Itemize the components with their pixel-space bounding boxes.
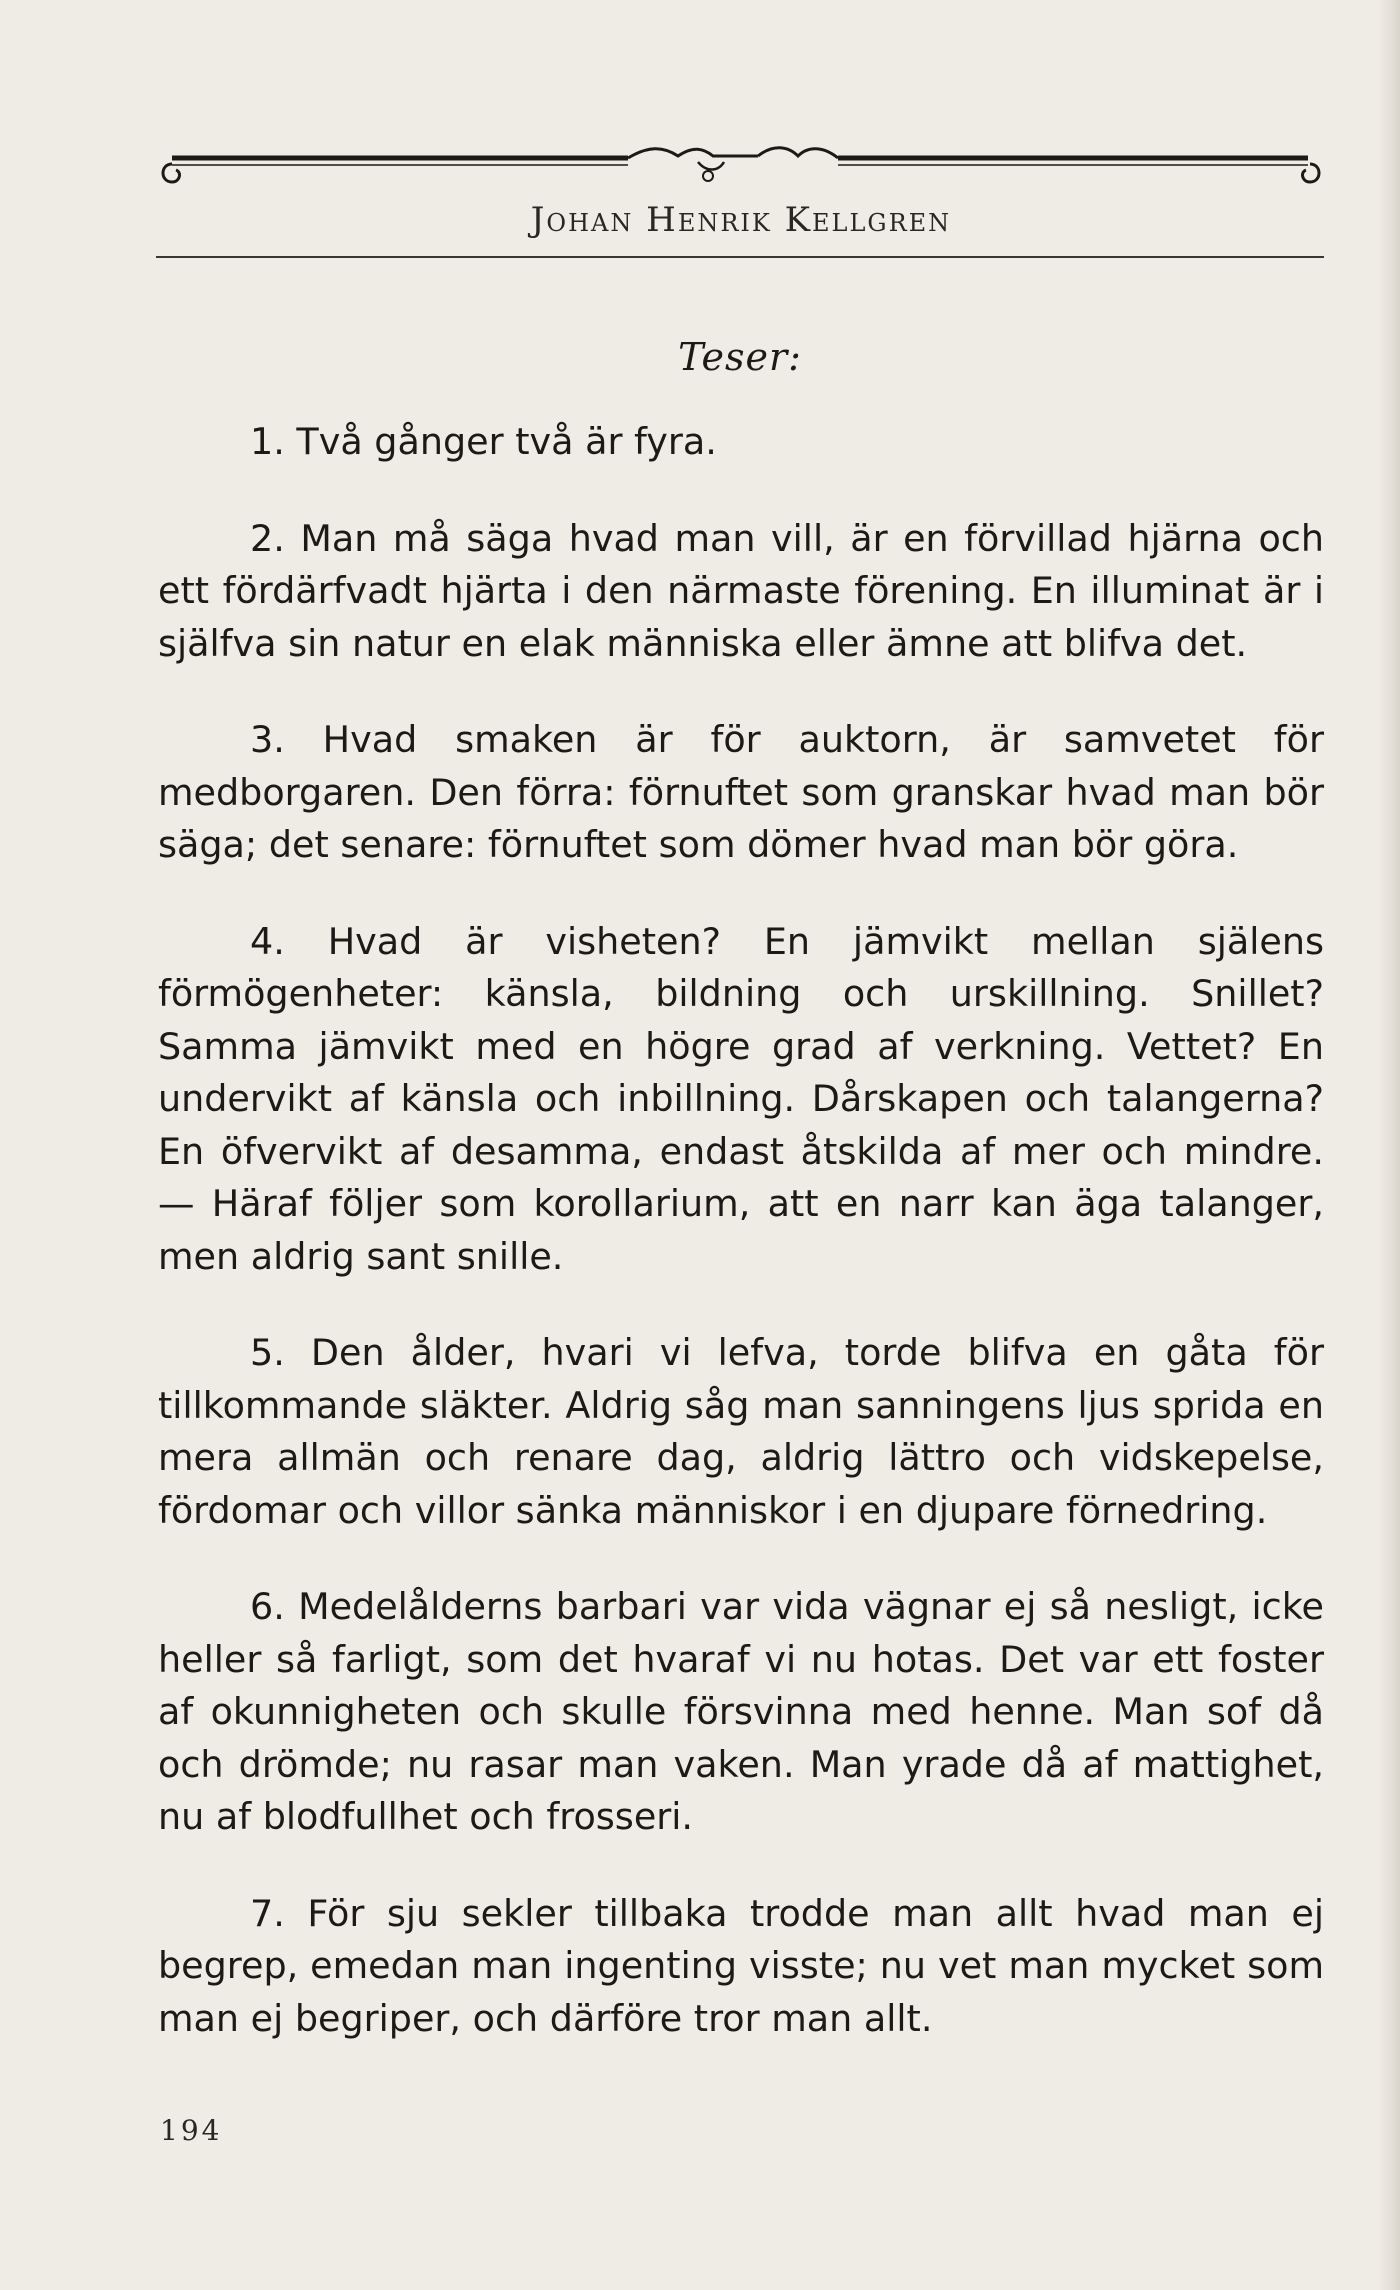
thesis-paragraph: 4. Hvad är visheten? En jämvikt mellan själens förmögenheter: känsla, bildning och urskillning. Snillet? Samma jämvikt med en högre grad af verkning. Vettet? En undervikt af känsla och inbillning. Dårskapen och talangerna? En öfvervikt af desamma, endast åtskilda af mer och mindre. — Häraf följer som korollarium, att en narr kan äga talanger, men aldrig sant snille. [158,919,1324,1278]
thesis-paragraph: 3. Hvad smaken är för auktorn, är samvetet för medborgaren. Den förra: förnuftet som granskar hvad man bör säga; det senare: förnuftet som dömer hvad man bör göra. [158,718,1324,866]
decorative-header-ornament [158,142,1324,198]
thesis-paragraph: 1. Två gånger två är fyra. [250,420,717,463]
thesis-paragraph: 2. Man må säga hvad man vill, är en förvillad hjärna och ett fördärfvadt hjärta i den närmaste förening. En illuminat är i själfva sin natur en elak människa eller ämne att blifva det. [158,516,1324,665]
page-number: 194 [160,2114,223,2147]
thesis-paragraph: 6. Medelålderns barbari var vida vägnar ej så nesligt, icke heller så farligt, som det hvaraf vi nu hotas. Det var ett foster af okunnigheten och skulle försvinna med henne. Man sof då och drömde; nu rasar man vaken. Man yrade då af mattighet, nu af blodfullhet och frosseri. [158,1585,1324,1838]
thesis-paragraph: 5. Den ålder, hvari vi lefva, torde blifva en gåta för tillkommande släkter. Aldrig såg man sanningens ljus sprida en mera allmän och renare dag, aldrig lättro och vidskepelse, fördomar och villor sänka människor i en djupare förnedring. [158,1331,1324,1532]
thesis-paragraph: 7. För sju sekler tillbaka trodde man allt hvad man ej begrep, emedan man ingenting visste; nu vet man mycket som man ej begriper, och därföre tror man allt. [158,1891,1324,2040]
theses-list [158,416,1324,2045]
section-heading: Teser: [678,335,802,379]
header-rule [156,256,1324,258]
running-head: Johan Henrik Kellgren [530,200,952,240]
